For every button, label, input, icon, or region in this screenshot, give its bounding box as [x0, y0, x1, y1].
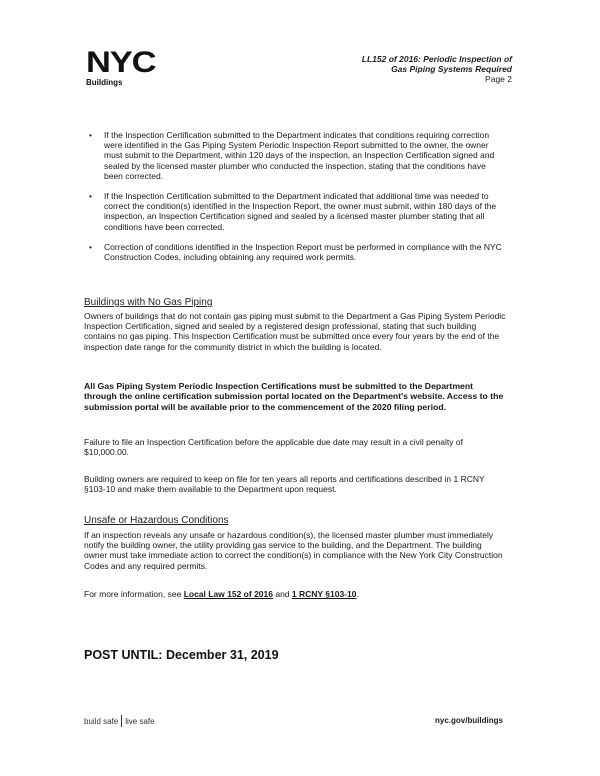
records-paragraph: Building owners are required to keep on file for ten years all reports and certifications described in 1 RCNY §103-10 and make them available to the Department upon request. — [84, 474, 485, 495]
section-title-no-gas: Buildings with No Gas Piping — [84, 297, 213, 308]
doc-title-line2: Gas Piping Systems Required — [391, 64, 512, 74]
list-item — [89, 130, 507, 181]
document-header — [362, 54, 512, 84]
bullet-text: If the Inspection Certification submitted to the Department indicates that conditions requiring correction were identified in the Gas Piping System Periodic Inspection Report submitted to the owner, the owner must submit to the Department, within 120 days of the inspection, an Inspection Certification signed and sealed by the licensed master plumber who conducted the inspection, stating that the conditions have been corrected. — [104, 130, 495, 181]
tagline-divider — [121, 715, 122, 727]
tagline-build-safe: build safe — [84, 716, 119, 726]
post-until-date: POST UNTIL: December 31, 2019 — [84, 648, 279, 662]
list-item — [89, 242, 507, 262]
more-info-suffix: . — [356, 589, 359, 599]
bullet-list — [89, 130, 507, 272]
bullet-icon: • — [89, 130, 92, 140]
page-number: Page 2 — [485, 74, 512, 84]
more-info-mid: and — [272, 589, 292, 599]
local-law-link[interactable]: Local Law 152 of 2016 — [183, 589, 273, 599]
nyc-buildings-logo — [86, 46, 156, 87]
submission-notice: All Gas Piping System Periodic Inspection Certifications must be submitted to the Department through the online certification submission portal located on the Department's website. Access to the submission portal will be available prior to the commencement of the 2020 filing period. — [84, 381, 504, 412]
logo-mark: NYC — [86, 46, 156, 79]
unsafe-paragraph: If an inspection reveals any unsafe or hazardous condition(s), the licensed master plumber must immediately notify the building owner, the utility providing gas service to the building, and the Department. The building owner must take immediate action to correct the condition(s) in compliance with the New York City Construction Codes and any required permits. — [84, 530, 503, 571]
rcny-link[interactable]: 1 RCNY §103-10 — [291, 589, 357, 599]
section-title-unsafe: Unsafe or Hazardous Conditions — [84, 515, 229, 526]
more-info-line — [84, 589, 506, 599]
list-item — [89, 191, 507, 232]
bullet-text: If the Inspection Certification submitted to the Department indicated that additional time was needed to correct the condition(s) identified in the Inspection Report, the owner must submit, within 180 days of the inspection, an Inspection Certification signed and sealed by a licensed master plumber stating that all conditions have been corrected. — [104, 191, 497, 232]
logo-subtitle: Buildings — [86, 78, 123, 87]
penalty-paragraph: Failure to file an Inspection Certification before the applicable due date may result in a civil penalty of $10,000.00. — [84, 437, 463, 458]
footer-url[interactable]: nyc.gov/buildings — [434, 716, 503, 725]
footer-tagline — [84, 715, 155, 727]
more-info-prefix: For more information, see — [84, 589, 184, 599]
bullet-icon: • — [89, 191, 92, 202]
bullet-text: Correction of conditions identified in the Inspection Report must be performed in compliance with the NYC Construction Codes, including obtaining any required work permits. — [104, 241, 502, 263]
doc-title-line1: LL152 of 2016: Periodic Inspection of — [361, 54, 512, 64]
bullet-icon: • — [89, 241, 92, 252]
no-gas-paragraph: Owners of buildings that do not contain gas piping must submit to the Department a Gas Piping System Periodic Inspection Certification, signed and sealed by a registered design professional, stating that such building contains no gas piping. This Inspection Certification must be submitted once every four years by the end of the inspection date range for the community district in which the building is located. — [84, 311, 506, 352]
tagline-live-safe: live safe — [125, 716, 155, 726]
